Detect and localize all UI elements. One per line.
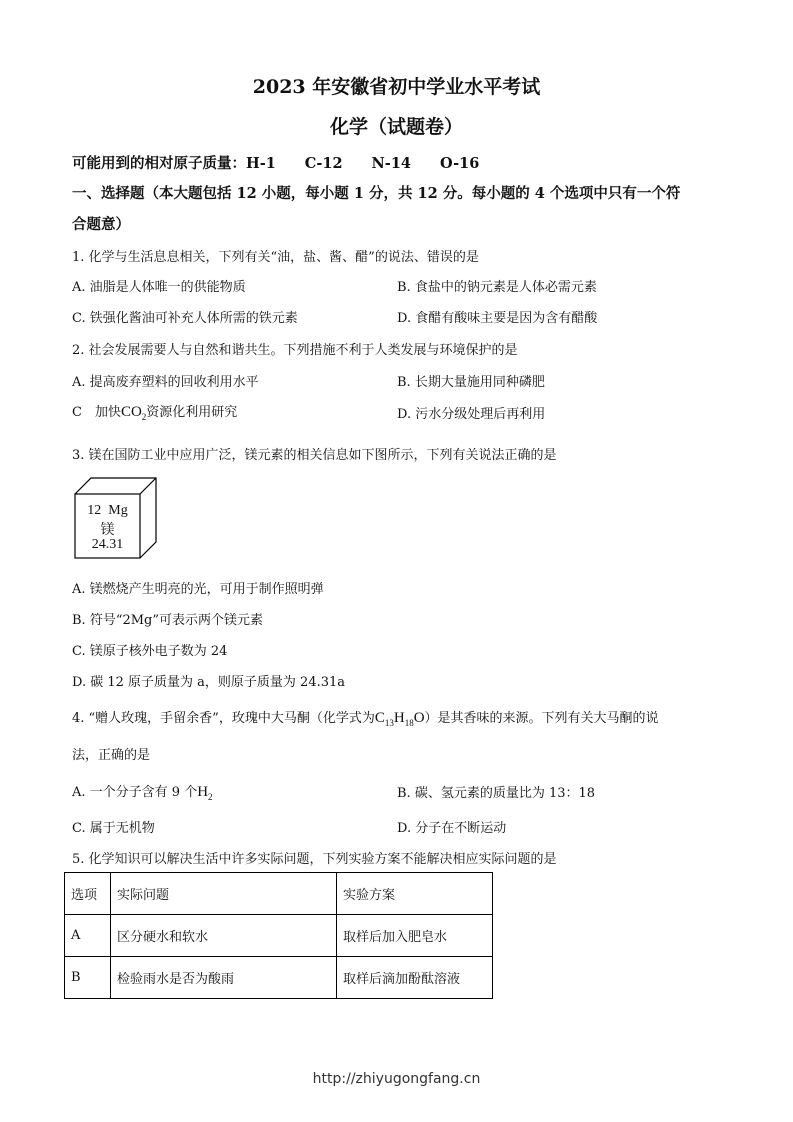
table-row — [65, 957, 493, 999]
q1-option-c: C. 铁强化酱油可补充人体所需的铁元素 — [72, 311, 298, 326]
section-heading-line1: 一、选择题（本大题包括 12 小题，每小题 1 分，共 12 分。每小题的 4 个选项中只有一个符 — [72, 185, 681, 202]
q3-option-b: B. 符号“2Mg”可表示两个镁元素 — [72, 613, 264, 628]
h2-formula: $H_2$ — [197, 784, 213, 802]
header-solution: 实验方案 — [337, 873, 493, 915]
table-row — [65, 915, 493, 957]
element-name: 镁 — [100, 523, 115, 538]
page-title: 2023 年安徽省初中学业水平考试 — [252, 76, 541, 98]
row-solution: 取样后滴加酚酞溶液 — [337, 957, 493, 999]
q2-option-c-prefix: C 加快 — [72, 405, 121, 420]
atomic-masses: 可能用到的相对原子质量：H-1 C-12 N-14 O-16 — [72, 155, 480, 172]
footer-url[interactable]: http://zhiyugongfang.cn — [312, 1071, 481, 1087]
header-option: 选项 — [65, 873, 111, 915]
q3-option-c: C. 镁原子核外电子数为 24 — [72, 644, 228, 659]
q3-option-a: A. 镁燃烧产生明亮的光，可用于制作照明弹 — [72, 582, 324, 597]
q4-stem: 4. “赠人玫瑰，手留余香”，玫瑰中大马酮（化学式为$C_{13}H_{18}O$）是其香味的来源。下列有关大马酮的说 — [72, 710, 659, 728]
element-number-symbol: 12 Mg — [87, 503, 128, 518]
co2-formula: $CO_2$ — [120, 404, 147, 422]
q1-option-d: D. 食醋有酸味主要是因为含有醋酸 — [397, 311, 598, 326]
page-subtitle: 化学（试题卷） — [329, 116, 463, 138]
row-problem: 区分硬水和软水 — [111, 915, 337, 957]
q5-stem: 5. 化学知识可以解决生活中许多实际问题，下列实验方案不能解决相应实际问题的是 — [72, 852, 557, 867]
header-problem: 实际问题 — [111, 873, 337, 915]
q4-stem-line2: 法，正确的是 — [72, 748, 151, 763]
q4-option-d: D. 分子在不断运动 — [397, 821, 507, 836]
q2-option-c — [72, 401, 237, 422]
row-solution: 取样后加入肥皂水 — [337, 915, 493, 957]
q2-option-c-suffix: 资源化利用研究 — [146, 405, 238, 420]
q1-option-a: A. 油脂是人体唯一的供能物质 — [72, 280, 246, 295]
table-header-row — [65, 873, 493, 915]
q3-stem: 3. 镁在国防工业中应用广泛，镁元素的相关信息如下图所示，下列有关说法正确的是 — [72, 448, 557, 463]
element-mass: 24.31 — [91, 537, 124, 552]
row-option: B — [65, 957, 111, 999]
q2-option-a: A. 提高废弃塑料的回收利用水平 — [72, 375, 259, 390]
q3-option-d: D. 碳 12 原子质量为 a，则原子质量为 24.31a — [72, 675, 346, 690]
q2-option-b: B. 长期大量施用同种磷肥 — [397, 375, 545, 390]
q4-option-a: A. 一个分子含有 9 个$H_2$ — [72, 784, 213, 802]
section-heading-line2: 合题意） — [72, 216, 130, 233]
q2-stem: 2. 社会发展需要人与自然和谐共生。下列措施不利于人类发展与环境保护的是 — [72, 343, 518, 358]
q1-option-b: B. 食盐中的钠元素是人体必需元素 — [397, 280, 597, 295]
row-problem: 检验雨水是否为酸雨 — [111, 957, 337, 999]
row-option: A — [65, 915, 111, 957]
q2-option-d: D. 污水分级处理后再利用 — [397, 407, 546, 422]
q4-option-b: B. 碳、氢元素的质量比为 13：18 — [397, 786, 596, 801]
q4-option-c: C. 属于无机物 — [72, 821, 155, 836]
q5-table — [64, 872, 493, 999]
magnesium-element-card — [74, 477, 158, 559]
damascone-formula: $C_{13}H_{18}O$ — [374, 710, 425, 728]
q1-stem: 1. 化学与生活息息相关，下列有关“油，盐、酱、醋”的说法、错误的是 — [72, 250, 479, 265]
